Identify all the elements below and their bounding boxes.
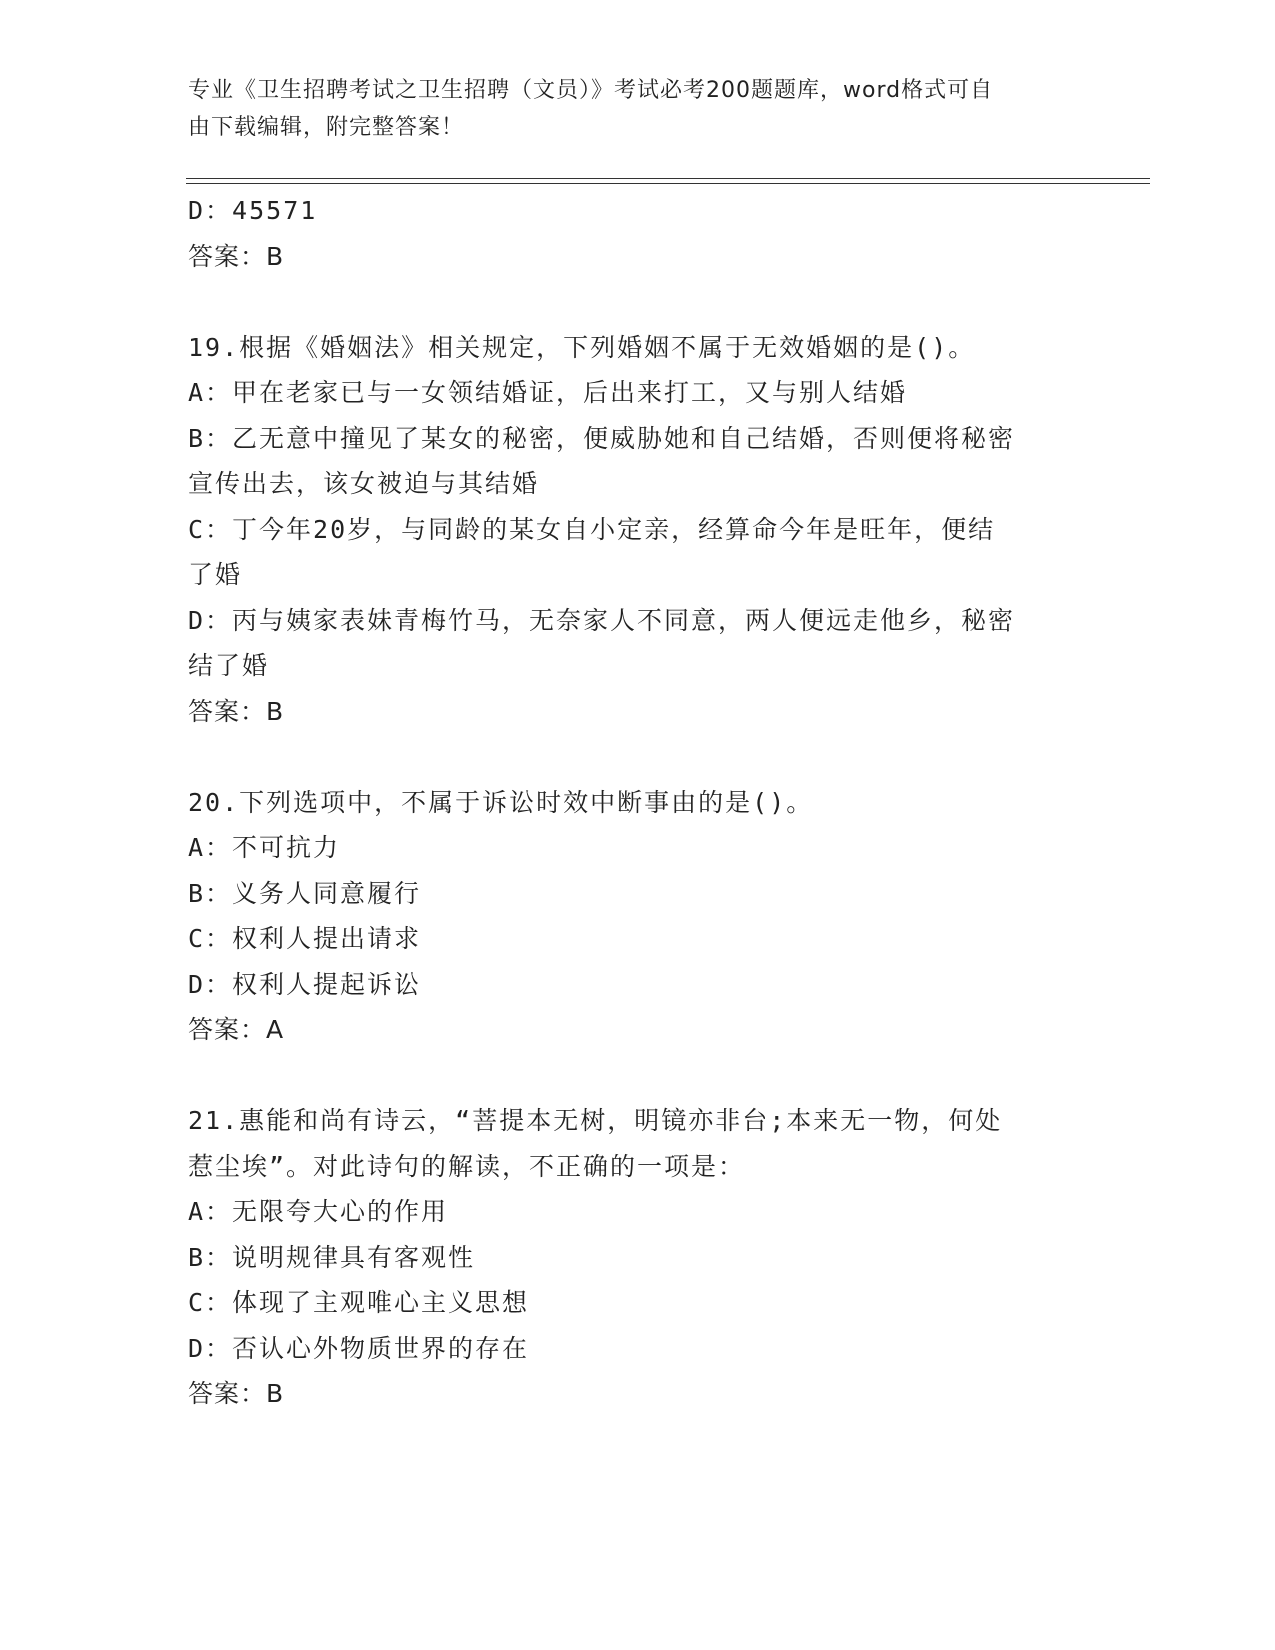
option-d-line-2: 结了婚 xyxy=(188,651,270,680)
prev-answer: 答案：B xyxy=(188,241,285,271)
question-20 xyxy=(188,780,1088,1053)
question-21 xyxy=(188,1098,1088,1417)
question-stem: 20.下列选项中，不属于诉讼时效中断事由的是()。 xyxy=(188,787,814,817)
answer: 答案：B xyxy=(188,696,285,726)
prev-option-d: D：45571 xyxy=(188,196,318,225)
option-a: A：甲在老家已与一女领结婚证，后出来打工，又与别人结婚 xyxy=(188,378,908,407)
option-c-line-2: 了婚 xyxy=(188,560,243,589)
option-b: B：义务人同意履行 xyxy=(188,878,422,908)
header-rule-bottom xyxy=(186,183,1150,184)
question-content xyxy=(188,188,1088,1417)
option-b-line-2: 宣传出去，该女被迫与其结婚 xyxy=(188,469,540,498)
option-c: C：体现了主观唯心主义思想 xyxy=(188,1288,530,1317)
option-a: A：不可抗力 xyxy=(188,833,341,862)
answer: 答案：A xyxy=(188,1015,285,1044)
question-stem-line-2: 惹尘埃”。对此诗句的解读，不正确的一项是： xyxy=(188,1151,746,1181)
question-stem-line-1: 21.惠能和尚有诗云，“菩提本无树，明镜亦非台;本来无一物，何处 xyxy=(188,1106,1003,1135)
question-stem: 19.根据《婚姻法》相关规定，下列婚姻不属于无效婚姻的是()。 xyxy=(188,332,976,362)
question-19 xyxy=(188,325,1088,735)
option-b-line-1: B：乙无意中撞见了某女的秘密，便威胁她和自己结婚，否则便将秘密 xyxy=(188,423,1016,453)
option-d: D：否认心外物质世界的存在 xyxy=(188,1333,530,1363)
header-line-1: 专业《卫生招聘考试之卫生招聘（文员）》考试必考200题题库，word格式可自 xyxy=(188,78,994,103)
answer: 答案：B xyxy=(188,1379,285,1408)
option-a: A：无限夸大心的作用 xyxy=(188,1197,449,1226)
option-d: D：权利人提起诉讼 xyxy=(188,969,422,999)
header-rule-top xyxy=(186,178,1150,179)
option-c-line-1: C：丁今年20岁，与同龄的某女自小定亲，经算命今年是旺年，便结 xyxy=(188,514,996,544)
option-d-line-1: D：丙与姨家表妹青梅竹马，无奈家人不同意，两人便远走他乡，秘密 xyxy=(188,605,1016,635)
option-b: B：说明规律具有客观性 xyxy=(188,1242,476,1272)
option-c: C：权利人提出请求 xyxy=(188,924,422,953)
page-header xyxy=(188,72,1068,146)
header-line-2: 由下载编辑，附完整答案！ xyxy=(188,115,465,140)
